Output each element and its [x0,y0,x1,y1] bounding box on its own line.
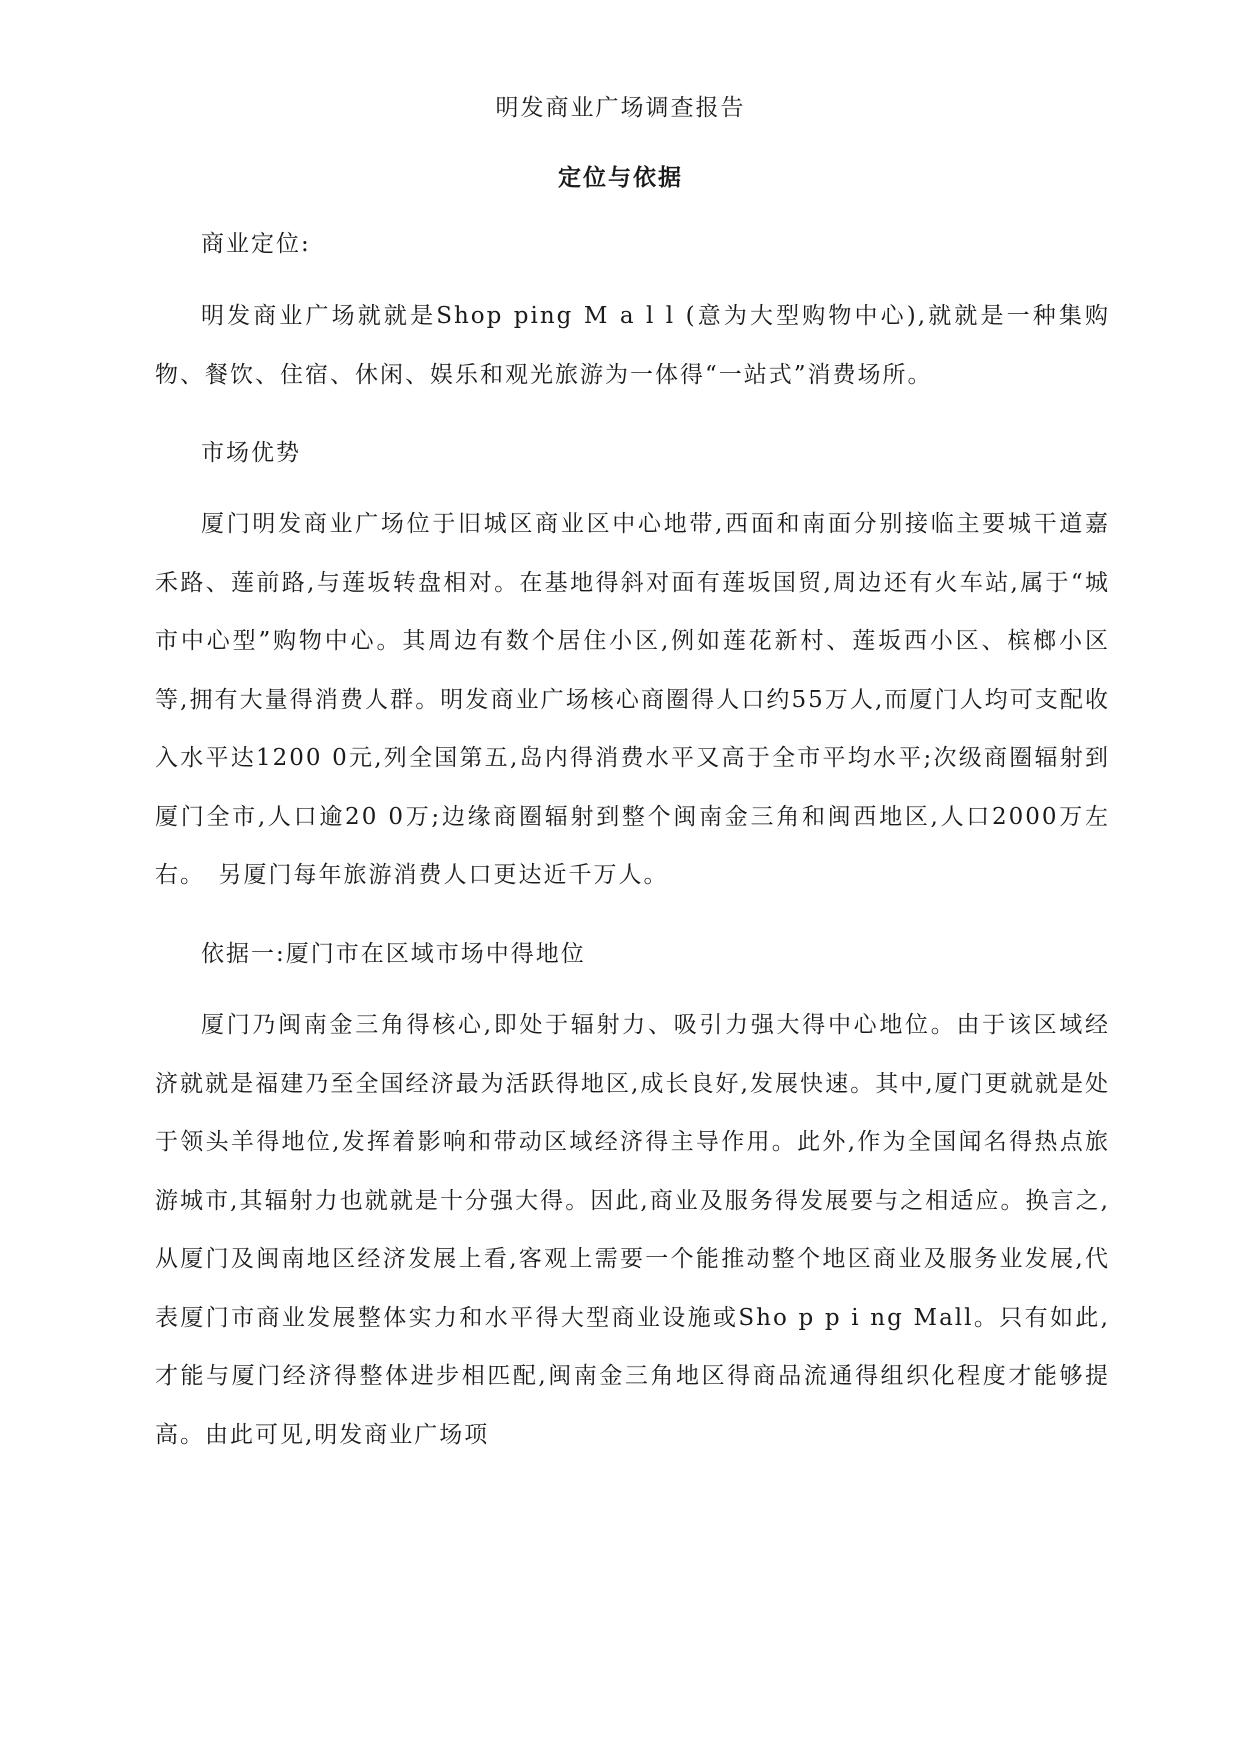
heading-market-advantage: 市场优势 [201,440,301,466]
heading-positioning: 商业定位: [201,231,311,257]
paragraph-market-advantage: 厦门明发商业广场位于旧城区商业区中心地带,西面和南面分别接临主要城干道嘉禾路、莲前路,与莲坂转盘相对。在基地得斜对面有莲坂国贸,周边还有火车站,属于“城市中心型”购物中心。其周边有数个居住小区,例如莲花新村、莲坂西小区、槟榔小区等,拥有大量得消费人群。明发商业广场核心商圈得人口约55万人,而厦门人均可支配收入水平达1200 0元,列全国第五,岛内得消费水平又高于全市平均水平;次级商圈辐射到厦门全市,人口逾20 0万;边缘商圈辐射到整个闽南金三角和闽西地区,人口2000万左右。 另厦门每年旅游消费人口更达近千万人。 [155,511,1110,888]
paragraph-basis-one: 厦门乃闽南金三角得核心,即处于辐射力、吸引力强大得中心地位。由于该区域经济就就是福建乃至全国经济最为活跃得地区,成长良好,发展快速。其中,厦门更就就是处于领头羊得地位,发挥着影响和带动区域经济得主导作用。此外,作为全国闻名得热点旅游城市,其辐射力也就就是十分强大得。因此,商业及服务得发展要与之相适应。换言之,从厦门及闽南地区经济发展上看,客观上需要一个能推动整个地区商业及服务业发展,代表厦门市商业发展整体实力和水平得大型商业设施或Sho p p i ng Mall。只有如此,才能与厦门经济得整体进步相匹配,闽南金三角地区得商品流通得组织化程度才能够提高。由此可见,明发商业广场项 [155,1012,1110,1448]
heading-basis-one: 依据一:厦门市在区域市场中得地位 [201,941,586,967]
document-title: 明发商业广场调查报告 [495,95,746,121]
section-title: 定位与依据 [558,164,683,191]
paragraph-positioning: 明发商业广场就就是Shop ping M a l l (意为大型购物中心),就就是一种集购物、餐饮、住宿、休闲、娱乐和观光旅游为一体得“一站式”消费场所。 [155,303,1110,388]
